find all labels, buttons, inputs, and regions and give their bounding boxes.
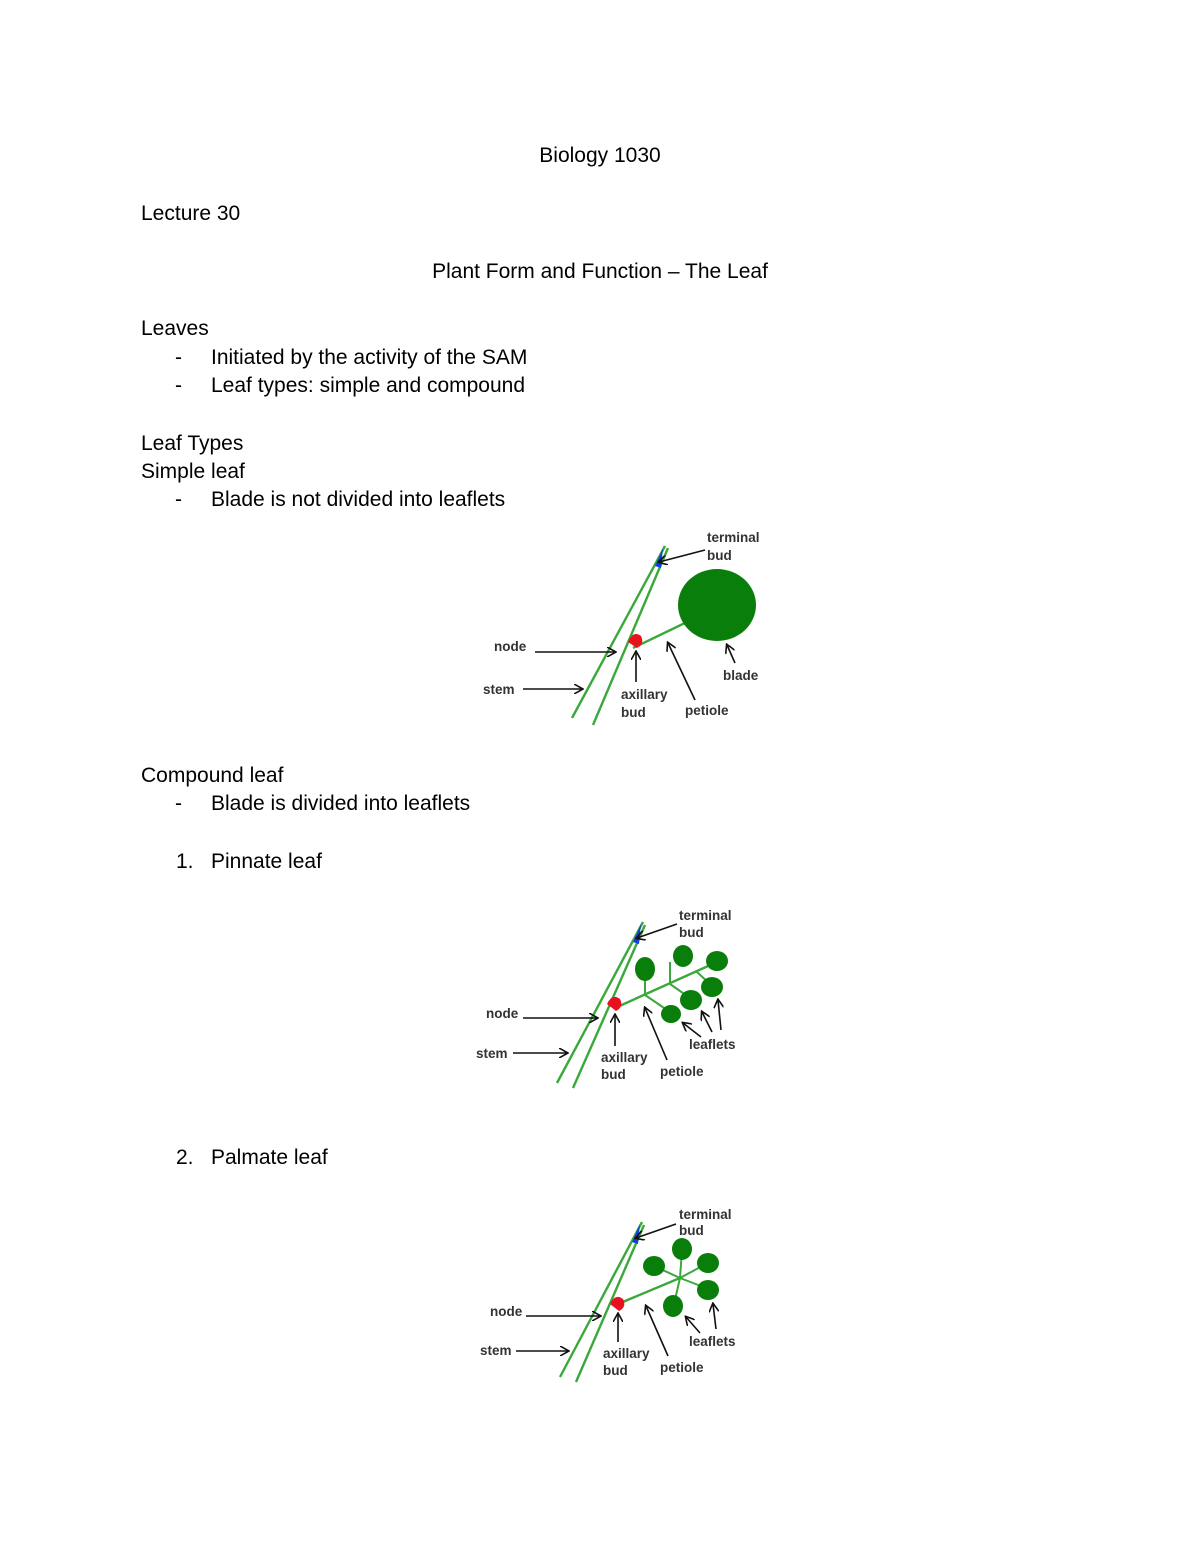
petiole-label: petiole — [660, 1064, 704, 1079]
pinnate-number: 1. — [176, 850, 194, 873]
palmate-number: 2. — [176, 1146, 194, 1169]
palmate-heading: Palmate leaf — [211, 1146, 328, 1169]
leaflet — [701, 977, 723, 997]
terminal-bud-shape — [632, 1224, 640, 1244]
leaflet — [672, 1238, 692, 1260]
axillary-label: axillary — [601, 1050, 648, 1065]
blade-shape — [678, 569, 756, 641]
course-title: Biology 1030 — [539, 144, 661, 167]
axillary-bud-label: bud — [621, 705, 646, 720]
pinnate-heading: Pinnate leaf — [211, 850, 322, 873]
leaflet — [697, 1280, 719, 1300]
petiole-arrow — [668, 643, 695, 700]
bullet-marker: - — [175, 346, 182, 369]
axillary-bud-label: bud — [603, 1363, 628, 1378]
leaves-heading: Leaves — [141, 317, 209, 340]
terminal-bud-label: bud — [679, 925, 704, 940]
petiole-label: petiole — [685, 703, 729, 718]
petiole-label: petiole — [660, 1360, 704, 1375]
leaflets-arrow — [702, 1012, 712, 1032]
terminal-bud-label: bud — [707, 548, 732, 563]
simple-leaf-diagram — [465, 518, 775, 733]
leaves-bullet-2: Leaf types: simple and compound — [211, 374, 526, 397]
blade-label: blade — [723, 668, 759, 683]
lecture-number: Lecture 30 — [141, 202, 241, 225]
stem-label: stem — [483, 682, 515, 697]
leaflet — [663, 1295, 683, 1317]
simple-leaf-bullet: Blade is not divided into leaflets — [211, 488, 506, 511]
terminal-label: terminal — [679, 1207, 732, 1222]
bullet-marker: - — [175, 792, 182, 815]
leaflet — [635, 957, 655, 981]
bullet-marker: - — [175, 374, 182, 397]
terminal-bud-label: bud — [679, 1223, 704, 1238]
node-label: node — [490, 1304, 523, 1319]
leaflets-arrow — [713, 1304, 716, 1329]
compound-leaf-heading: Compound leaf — [141, 764, 284, 787]
leaflet — [706, 951, 728, 971]
leaflet — [661, 1005, 681, 1023]
axillary-label: axillary — [603, 1346, 650, 1361]
blade-arrow — [727, 645, 735, 663]
terminal-label: terminal — [707, 530, 760, 545]
pinnate-leaf-diagram — [465, 900, 745, 1090]
terminal-bud-shape — [633, 924, 641, 944]
leaflets-label: leaflets — [689, 1334, 736, 1349]
stem-label: stem — [476, 1046, 508, 1061]
leaflet — [643, 1256, 665, 1276]
node-label: node — [494, 639, 527, 654]
leaflet — [697, 1253, 719, 1273]
palmate-leaf-diagram — [468, 1200, 748, 1390]
bullet-marker: - — [175, 488, 182, 511]
terminal-label: terminal — [679, 908, 732, 923]
axillary-label: axillary — [621, 687, 668, 702]
leaflets-arrow — [686, 1317, 700, 1333]
axillary-bud-label: bud — [601, 1067, 626, 1082]
stem-label: stem — [480, 1343, 512, 1358]
leaflet — [673, 945, 693, 967]
simple-leaf-heading: Simple leaf — [141, 460, 245, 483]
page-title: Plant Form and Function – The Leaf — [432, 260, 768, 283]
leaf-types-heading: Leaf Types — [141, 432, 244, 455]
leaflets-arrow — [683, 1023, 701, 1037]
compound-leaf-bullet: Blade is divided into leaflets — [211, 792, 471, 815]
leaflets-arrow — [718, 1000, 721, 1030]
node-label: node — [486, 1006, 519, 1021]
leaflet — [680, 990, 702, 1010]
leaves-bullet-1: Initiated by the activity of the SAM — [211, 346, 528, 369]
leaflets-label: leaflets — [689, 1037, 736, 1052]
